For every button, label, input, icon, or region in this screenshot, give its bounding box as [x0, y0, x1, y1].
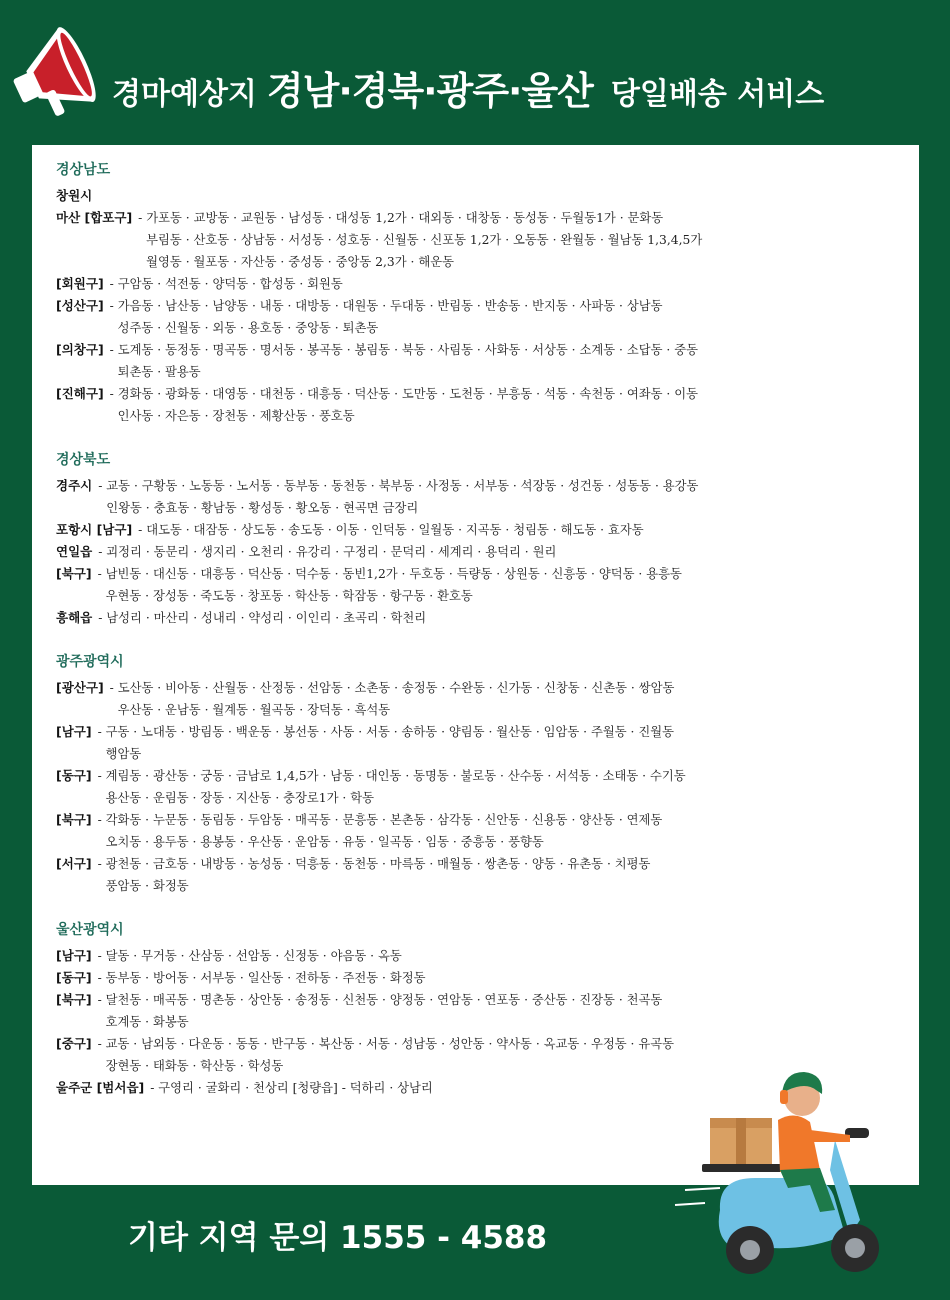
neighborhood-line: - 각화동 · 누문동 · 동림동 · 두암동 · 매곡동 · 문흥동 · 본촌동 · 삼각동 · 신안동 · 신용동 · 양산동 · 연제동 — [97, 813, 663, 827]
neighborhood-line: 부림동 · 산호동 · 상남동 · 서성동 · 성호동 · 신월동 · 신포동 1,2가 · 오동동 · 완월동 · 월남동 1,3,4,5가 — [146, 233, 703, 247]
title-regions: 경남·경북·광주·울산 — [266, 69, 593, 113]
district-entry — [56, 519, 906, 541]
neighborhood-lines — [138, 207, 702, 273]
district-entry — [56, 339, 906, 383]
neighborhood-lines — [98, 563, 682, 607]
neighborhood-line: - 구암동 · 석전동 · 양덕동 · 합성동 · 회원동 — [109, 277, 343, 291]
district-label: [회원구] — [56, 276, 104, 291]
header — [0, 0, 950, 145]
neighborhood-lines — [98, 721, 674, 765]
district-label: 포항시 [남구] — [56, 522, 133, 537]
neighborhood-line: 용산동 · 운림동 · 장동 · 지산동 · 충장로1가 · 학동 — [105, 791, 374, 805]
neighborhood-lines — [150, 1077, 433, 1099]
neighborhood-lines — [98, 945, 402, 967]
district-entry — [56, 765, 906, 809]
neighborhood-lines — [110, 295, 663, 339]
neighborhood-lines — [98, 541, 556, 563]
district-label: [광산구] — [56, 680, 104, 695]
district-label: [성산구] — [56, 298, 104, 313]
neighborhood-line: 인왕동 · 충효동 · 황남동 · 황성동 · 황오동 · 현곡면 금장리 — [106, 501, 419, 515]
district-entry — [56, 721, 906, 765]
neighborhood-lines — [110, 677, 675, 721]
neighborhood-line: 호계동 · 화봉동 — [105, 1015, 189, 1029]
region-section — [56, 159, 906, 427]
neighborhood-line: 인사동 · 자은동 · 장천동 · 제황산동 · 풍호동 — [117, 409, 355, 423]
neighborhood-line: 오치동 · 용두동 · 용봉동 · 우산동 · 운암동 · 유동 · 일곡동 · 임동 · 중흥동 · 풍향동 — [105, 835, 544, 849]
district-entry — [56, 607, 906, 629]
district-entry — [56, 809, 906, 853]
district-entry — [56, 383, 906, 427]
title-prefix: 경마예상지 — [112, 77, 257, 112]
region-section — [56, 651, 906, 897]
neighborhood-line: 장현동 · 태화동 · 학산동 · 학성동 — [105, 1059, 284, 1073]
neighborhood-line: - 대도동 · 대잠동 · 상도동 · 송도동 · 이동 · 인덕동 · 일월동 · 지곡동 · 청림동 · 해도동 · 효자동 — [138, 523, 644, 537]
neighborhood-line: - 달동 · 무거동 · 산삼동 · 선암동 · 신정동 · 야음동 · 옥동 — [97, 949, 402, 963]
megaphone-icon — [8, 18, 108, 128]
neighborhood-line: - 달천동 · 매곡동 · 명촌동 · 상안동 · 송정동 · 신천동 · 양정동 · 연암동 · 연포동 · 중산동 · 진장동 · 천곡동 — [97, 993, 663, 1007]
district-entry — [56, 295, 906, 339]
neighborhood-lines — [98, 809, 663, 853]
neighborhood-line: 월영동 · 월포동 · 자산동 · 중성동 · 중앙동 2,3가 · 해운동 — [146, 255, 454, 269]
district-entry — [56, 475, 906, 519]
district-label: 경주시 — [56, 478, 93, 493]
neighborhood-lines — [98, 765, 686, 809]
neighborhood-line: - 도계동 · 동정동 · 명곡동 · 명서동 · 봉곡동 · 봉림동 · 북동 · 사림동 · 사화동 · 서상동 · 소계동 · 소답동 · 중동 — [109, 343, 698, 357]
neighborhood-line: - 구동 · 노대동 · 방림동 · 백운동 · 봉선동 · 사동 · 서동 · 송하동 · 양림동 · 월산동 · 임암동 · 주월동 · 진월동 — [97, 725, 674, 739]
neighborhood-lines — [98, 989, 663, 1033]
district-label: [북구] — [56, 992, 92, 1007]
district-entry — [56, 967, 906, 989]
district-entry — [56, 541, 906, 563]
region-list — [56, 159, 906, 1121]
district-label: [의창구] — [56, 342, 104, 357]
district-label: [진해구] — [56, 386, 104, 401]
neighborhood-lines — [138, 519, 643, 541]
neighborhood-line: - 가음동 · 남산동 · 남양동 · 내동 · 대방동 · 대원동 · 두대동 · 반림동 · 반송동 · 반지동 · 사파동 · 상남동 — [109, 299, 663, 313]
neighborhood-line: - 도산동 · 비아동 · 산월동 · 산정동 · 선암동 · 소촌동 · 송정동 · 수완동 · 신가동 · 신창동 · 신촌동 · 쌍암동 — [109, 681, 675, 695]
neighborhood-lines — [110, 339, 698, 383]
district-label: 마산 [합포구] — [56, 210, 133, 225]
district-label: [남구] — [56, 724, 92, 739]
city-heading: 창원시 — [56, 188, 93, 203]
region-title: 경상남도 — [56, 162, 111, 178]
contact-footer: 기타 지역 문의 1555 - 4588 — [128, 1220, 548, 1256]
region-title: 울산광역시 — [56, 922, 124, 938]
neighborhood-line: 풍암동 · 화정동 — [105, 879, 189, 893]
neighborhood-line: 퇴촌동 · 팔용동 — [117, 365, 201, 379]
neighborhood-line: 우산동 · 운남동 · 월계동 · 월곡동 · 장덕동 · 흑석동 — [117, 703, 391, 717]
district-label: [북구] — [56, 566, 92, 581]
neighborhood-line: - 구영리 · 굴화리 · 천상리 [청량읍] - 덕하리 · 상남리 — [150, 1081, 433, 1095]
district-entry — [56, 207, 906, 273]
region-title: 경상북도 — [56, 452, 111, 468]
neighborhood-lines — [98, 1033, 674, 1077]
district-label: [북구] — [56, 812, 92, 827]
district-label: 흥해읍 — [56, 610, 93, 625]
district-label: [남구] — [56, 948, 92, 963]
district-entry — [56, 273, 906, 295]
neighborhood-lines — [110, 383, 698, 427]
district-label: 연일읍 — [56, 544, 93, 559]
district-entry — [56, 677, 906, 721]
neighborhood-line: - 가포동 · 교방동 · 교원동 · 남성동 · 대성동 1,2가 · 대외동 · 대창동 · 동성동 · 두월동1가 · 문화동 — [138, 211, 664, 225]
neighborhood-line: - 교동 · 남외동 · 다운동 · 동동 · 반구동 · 복산동 · 서동 · 성남동 · 성안동 · 약사동 · 옥교동 · 우정동 · 유곡동 — [97, 1037, 674, 1051]
neighborhood-line: 성주동 · 신월동 · 외동 · 용호동 · 중앙동 · 퇴촌동 — [117, 321, 379, 335]
neighborhood-line: - 동부동 · 방어동 · 서부동 · 일산동 · 전하동 · 주전동 · 화정동 — [97, 971, 426, 985]
neighborhood-line: - 교동 · 구황동 · 노동동 · 노서동 · 동부동 · 동천동 · 북부동 · 사정동 · 서부동 · 석장동 · 성건동 · 성동동 · 용강동 — [98, 479, 699, 493]
district-label: [동구] — [56, 970, 92, 985]
neighborhood-line: - 괴정리 · 동문리 · 생지리 · 오천리 · 유강리 · 구정리 · 문덕리 · 세계리 · 용덕리 · 원리 — [98, 545, 557, 559]
page-title — [112, 60, 824, 115]
neighborhood-line: - 남성리 · 마산리 · 성내리 · 약성리 · 이인리 · 초곡리 · 학천리 — [98, 611, 427, 625]
neighborhood-lines — [110, 273, 343, 295]
neighborhood-line: - 남빈동 · 대신동 · 대흥동 · 덕산동 · 덕수동 · 동빈1,2가 · 두호동 · 득량동 · 상원동 · 신흥동 · 양덕동 · 용흥동 — [97, 567, 682, 581]
district-entry — [56, 989, 906, 1033]
district-label: [동구] — [56, 768, 92, 783]
neighborhood-line: 우현동 · 장성동 · 죽도동 · 창포동 · 학산동 · 학잠동 · 항구동 · 환호동 — [105, 589, 473, 603]
title-suffix: 당일배송 서비스 — [610, 77, 825, 112]
district-label: [서구] — [56, 856, 92, 871]
district-entry — [56, 563, 906, 607]
district-label: 울주군 [범서읍] — [56, 1080, 145, 1095]
delivery-scooter-icon — [660, 1060, 910, 1290]
region-section — [56, 449, 906, 629]
neighborhood-lines — [98, 607, 426, 629]
neighborhood-lines — [98, 475, 698, 519]
district-label: [중구] — [56, 1036, 92, 1051]
neighborhood-lines — [98, 853, 651, 897]
neighborhood-line: - 경화동 · 광화동 · 대영동 · 대천동 · 대흥동 · 덕산동 · 도만동 · 도천동 · 부흥동 · 석동 · 속천동 · 여좌동 · 이동 — [109, 387, 698, 401]
neighborhood-line: 행암동 — [105, 747, 142, 761]
neighborhood-line: - 광천동 · 금호동 · 내방동 · 농성동 · 덕흥동 · 동천동 · 마륵동 · 매월동 · 쌍촌동 · 양동 · 유촌동 · 치평동 — [97, 857, 651, 871]
neighborhood-lines — [98, 967, 426, 989]
region-title: 광주광역시 — [56, 654, 124, 670]
neighborhood-line: - 계림동 · 광산동 · 궁동 · 금남로 1,4,5가 · 남동 · 대인동 · 동명동 · 불로동 · 산수동 · 서석동 · 소태동 · 수기동 — [97, 769, 686, 783]
district-entry — [56, 945, 906, 967]
content-card — [32, 145, 919, 1185]
district-entry — [56, 853, 906, 897]
